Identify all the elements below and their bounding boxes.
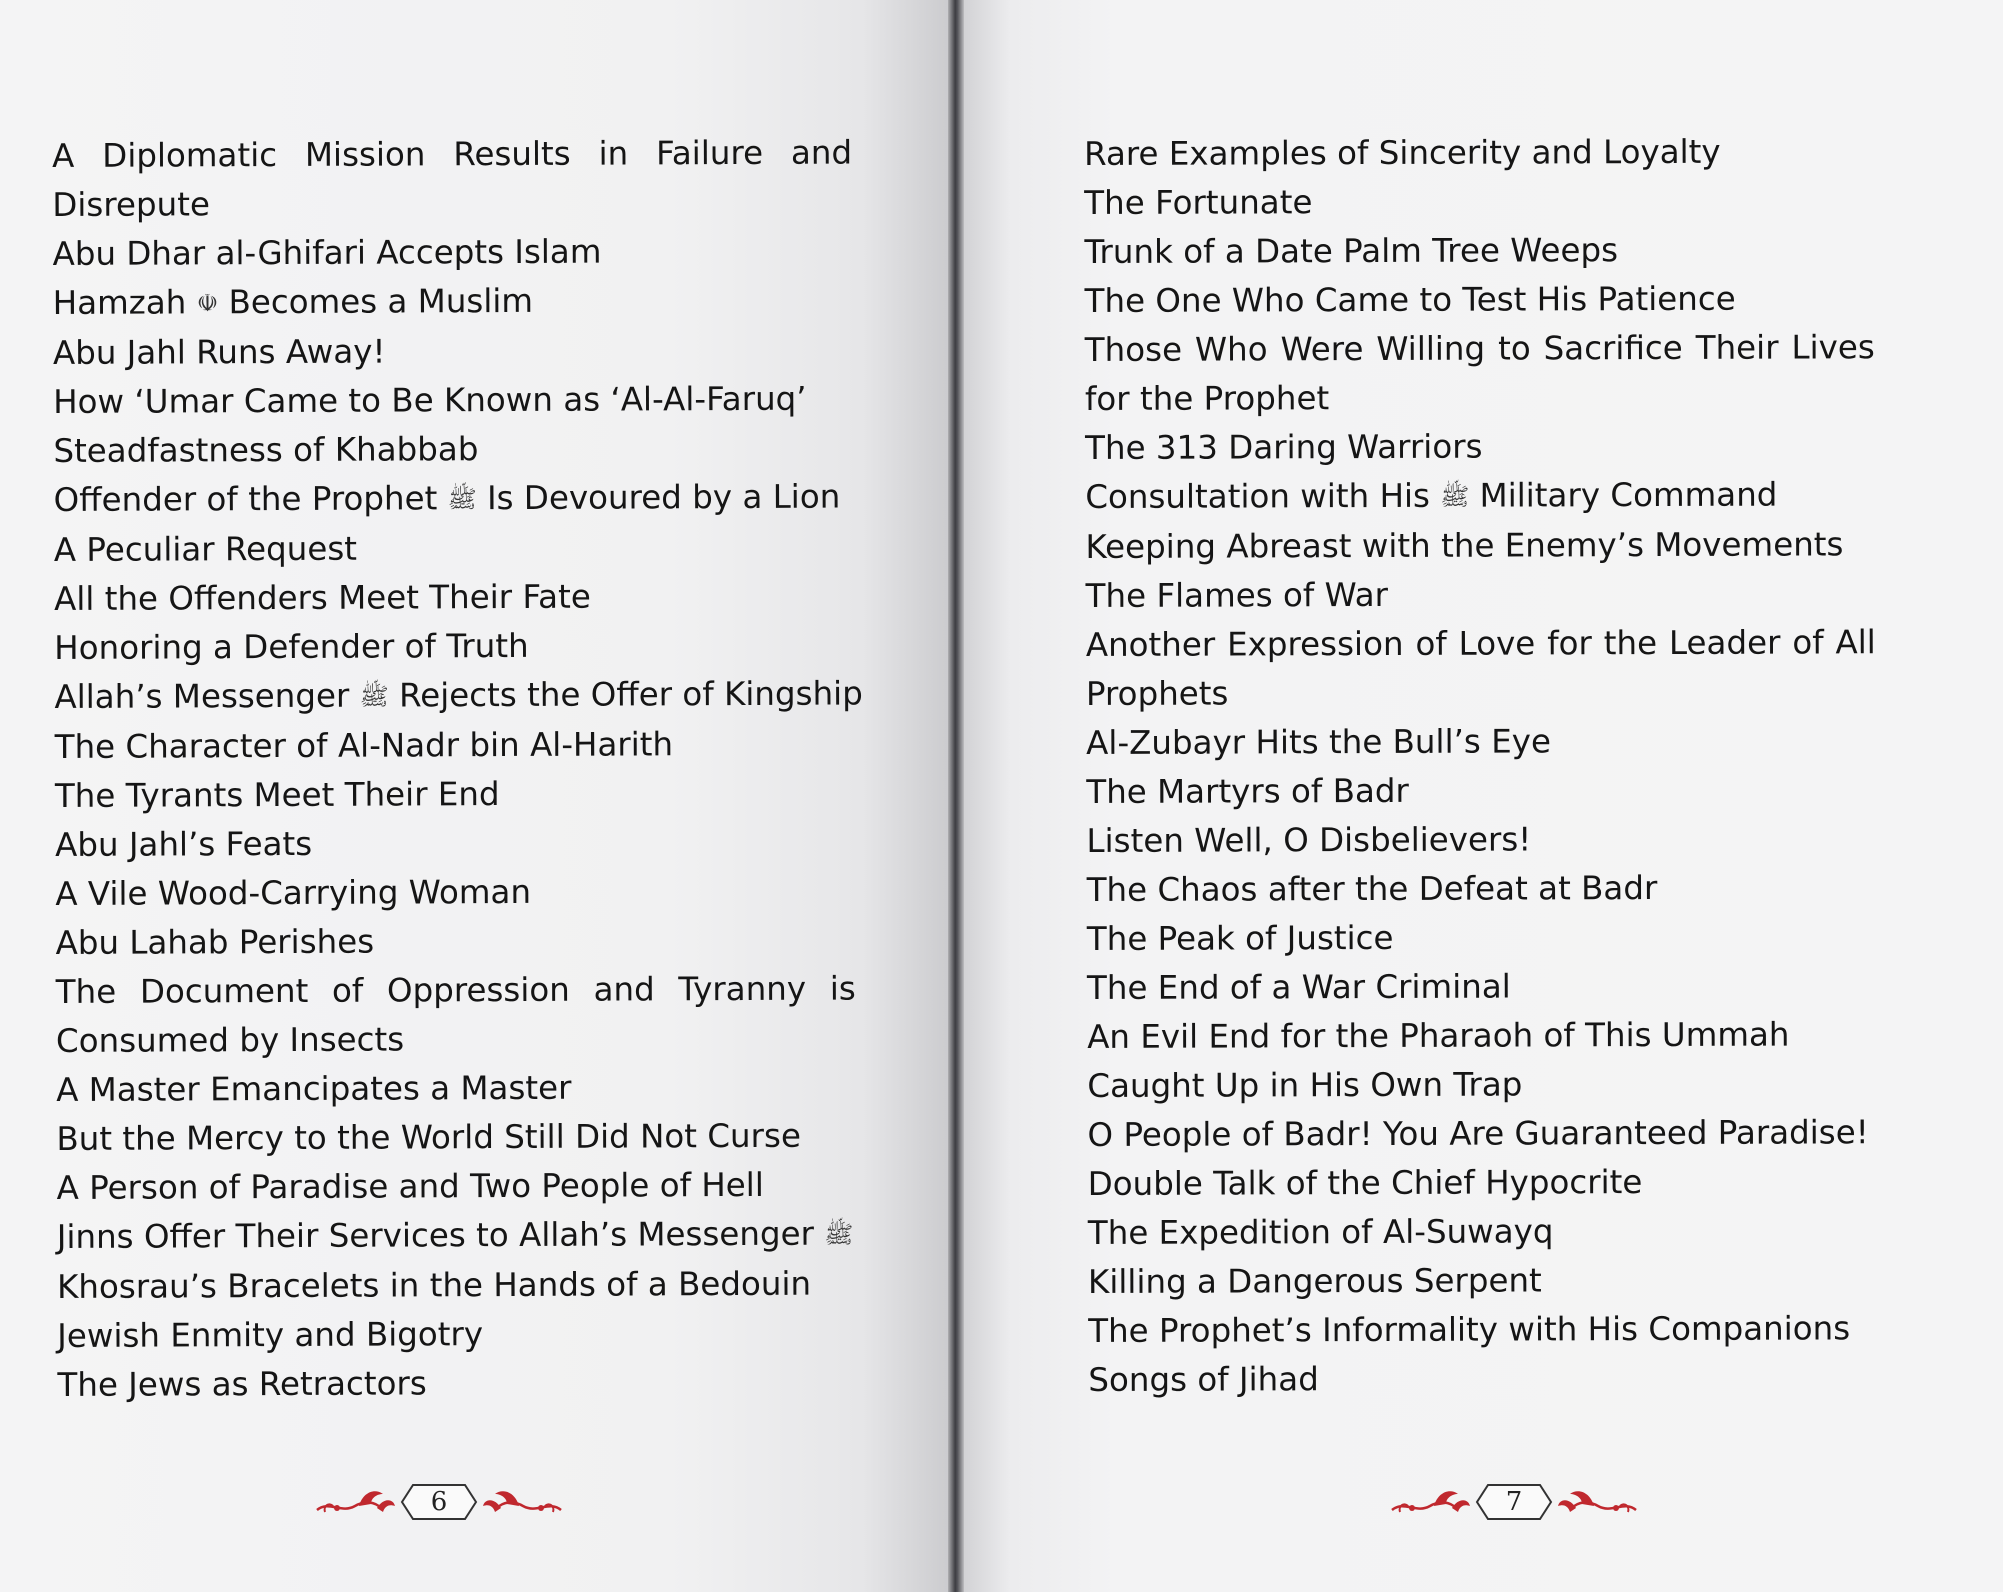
toc-entry-title: Abu Jahl’s Feats [55, 824, 313, 864]
toc-entry-title: Caught Up in His Own Trap [1087, 1065, 1523, 1105]
toc-entry [1088, 1304, 1878, 1356]
toc-entry [53, 326, 853, 378]
right-page-footer [1390, 1482, 1638, 1522]
honorific-icon: ﷺ [1440, 482, 1470, 511]
right-page-number: 7 [1505, 1487, 1523, 1517]
toc-entry-title: Honoring a Defender of Truth [54, 626, 529, 667]
right-toc-list [1084, 127, 1878, 1405]
toc-entry-title: The Peak of Justice [1086, 918, 1394, 958]
toc-entry [1084, 176, 1874, 228]
toc-entry [57, 1209, 857, 1262]
toc-entry [1085, 421, 1875, 473]
toc-entry-title: O People of Badr! You Are Guaranteed Paradise! [1087, 1113, 1869, 1154]
toc-entry [1085, 274, 1875, 326]
toc-entry-title: The Fortunate [1084, 183, 1313, 222]
honorific-icon: ﷺ [359, 682, 389, 711]
toc-entry [1087, 1108, 1877, 1160]
honorific-icon: ﷺ [824, 1220, 854, 1249]
left-ornament-icon [1390, 1484, 1472, 1520]
toc-entry [54, 670, 863, 723]
toc-entry [1085, 470, 1875, 523]
toc-entry [56, 1112, 856, 1164]
toc-entry [1086, 765, 1876, 817]
toc-entry [55, 769, 855, 821]
toc-entry [55, 720, 855, 772]
toc-entry-title: Killing a Dangerous Serpent [1087, 1261, 1542, 1301]
toc-entry [1087, 863, 1877, 915]
toc-entry [1086, 569, 1876, 621]
toc-entry [57, 1259, 857, 1311]
toc-entry [1086, 716, 1876, 768]
toc-entry-title: The End of a War Criminal [1086, 967, 1511, 1007]
toc-entry-title: A Peculiar Request [53, 529, 358, 569]
toc-entry [55, 818, 855, 870]
toc-entry [52, 129, 852, 230]
toc-entry [53, 375, 853, 427]
toc-entry-title: Abu Jahl Runs Away! [52, 332, 386, 372]
toc-entry [1088, 1255, 1878, 1307]
toc-entry-title: Khosrau’s Bracelets in the Hands of a Bedouin [56, 1264, 812, 1306]
toc-entry-title: Trunk of a Date Palm Tree Weeps [1084, 231, 1619, 271]
toc-entry [55, 867, 855, 919]
left-ornament-icon [315, 1484, 397, 1520]
toc-entry-title: Another Expression of Love for the Leader of All Prophets [1085, 623, 1876, 713]
toc-entry-title: Rare Examples of Sincerity and Loyalty [1084, 132, 1721, 173]
toc-entry-title: Hamzah [52, 283, 187, 322]
toc-entry-title: The Expedition of Al-Suwayq [1087, 1212, 1554, 1252]
toc-entry-title: The Martyrs of Badr [1086, 771, 1409, 811]
toc-entry-title: A Diplomatic Mission Results in Failure and Disrepute [52, 133, 853, 224]
toc-entry-title: But the Mercy to the World Still Did Not Curse [56, 1116, 801, 1158]
toc-entry [1088, 1206, 1878, 1258]
toc-entry-title: Those Who Were Willing to Sacrifice Their Lives for the Prophet [1084, 328, 1875, 418]
toc-entry-title: An Evil End for the Pharaoh of This Ummah [1087, 1015, 1790, 1056]
right-page [958, 0, 2003, 1592]
toc-entry-title: Listen Well, O Disbelievers! [1086, 820, 1532, 860]
toc-entry-title: All the Offenders Meet Their Fate [53, 577, 591, 618]
toc-entry-title: The One Who Came to Test His Patience [1084, 279, 1736, 320]
toc-entry-title: Consultation with His [1085, 476, 1431, 516]
toc-entry-title-continued: Becomes a Muslim [228, 281, 534, 322]
toc-entry-title: Jewish Enmity and Bigotry [57, 1315, 484, 1355]
right-page-number-box [1474, 1482, 1554, 1522]
toc-entry [1087, 961, 1877, 1013]
toc-entry [1084, 127, 1874, 179]
toc-entry-title-continued: Is Devoured by a Lion [486, 477, 841, 518]
toc-entry [1085, 323, 1875, 424]
toc-entry [56, 965, 856, 1066]
toc-entry [1087, 912, 1877, 964]
honorific-icon: ﷺ [447, 485, 477, 514]
toc-entry [1086, 814, 1876, 866]
honorific-icon: ☫ [196, 289, 219, 318]
book-gutter [948, 0, 964, 1592]
toc-entry-title: Abu Dhar al-Ghifari Accepts Islam [52, 232, 602, 273]
toc-entry-title: Al-Zubayr Hits the Bull’s Eye [1086, 722, 1551, 762]
toc-entry [54, 473, 854, 526]
toc-entry-title: Allah’s Messenger [54, 676, 350, 716]
right-ornament-icon [1556, 1484, 1638, 1520]
toc-entry-title: Jinns Offer Their Services to Allah’s Messenger [56, 1214, 815, 1256]
toc-entry-title: The Document of Oppression and Tyranny is Consumed by Insects [55, 969, 856, 1060]
toc-entry [1088, 1157, 1878, 1209]
toc-entry-title: The Character of Al-Nadr bin Al-Harith [54, 725, 674, 766]
toc-entry [1085, 520, 1875, 572]
left-page-number-box [399, 1482, 479, 1522]
left-page-number: 6 [430, 1487, 448, 1517]
toc-entry-title: The 313 Daring Warriors [1085, 427, 1483, 467]
toc-entry [54, 621, 854, 673]
toc-entry-title-continued: Rejects the Offer of Kingship [398, 674, 863, 715]
toc-entry-title: Offender of the Prophet [53, 479, 438, 519]
toc-entry [54, 572, 854, 624]
toc-entry [1087, 1059, 1877, 1111]
toc-entry [57, 1160, 857, 1212]
toc-entry [53, 424, 853, 476]
toc-entry-title: The Chaos after the Defeat at Badr [1086, 869, 1658, 909]
toc-entry-title: Songs of Jihad [1088, 1360, 1319, 1399]
toc-entry-title: A Master Emancipates a Master [56, 1068, 572, 1109]
toc-entry-title: A Person of Paradise and Two People of Hell [56, 1165, 764, 1207]
right-ornament-icon [481, 1484, 563, 1520]
toc-entry [53, 276, 853, 329]
toc-entry [55, 916, 855, 968]
left-page [0, 0, 958, 1592]
left-toc-list [52, 129, 863, 1410]
toc-entry-title: Steadfastness of Khabbab [53, 430, 479, 470]
toc-entry [1084, 225, 1874, 277]
toc-entry [52, 227, 852, 279]
toc-entry-title: The Prophet’s Informality with His Companions [1088, 1309, 1851, 1350]
toc-entry [57, 1308, 857, 1360]
toc-entry-title: A Vile Wood-Carrying Woman [55, 872, 532, 913]
toc-entry-title: Abu Lahab Perishes [55, 922, 375, 962]
toc-entry-title: The Jews as Retractors [57, 1364, 427, 1404]
toc-entry-title: Double Talk of the Chief Hypocrite [1087, 1163, 1643, 1203]
toc-entry-title: Keeping Abreast with the Enemy’s Movements [1085, 525, 1844, 566]
toc-entry-title: How ‘Umar Came to Be Known as ‘Al-Al-Faruq’ [53, 379, 807, 421]
toc-entry [54, 523, 854, 575]
toc-entry-title: The Flames of War [1085, 575, 1389, 615]
toc-entry [1088, 1353, 1878, 1405]
left-page-footer [315, 1482, 563, 1522]
toc-entry [56, 1063, 856, 1115]
toc-entry-title: The Tyrants Meet Their End [54, 775, 500, 815]
toc-entry [1086, 618, 1876, 719]
toc-entry [57, 1357, 857, 1409]
toc-entry-title-continued: Military Command [1479, 475, 1778, 515]
toc-entry [1087, 1010, 1877, 1062]
